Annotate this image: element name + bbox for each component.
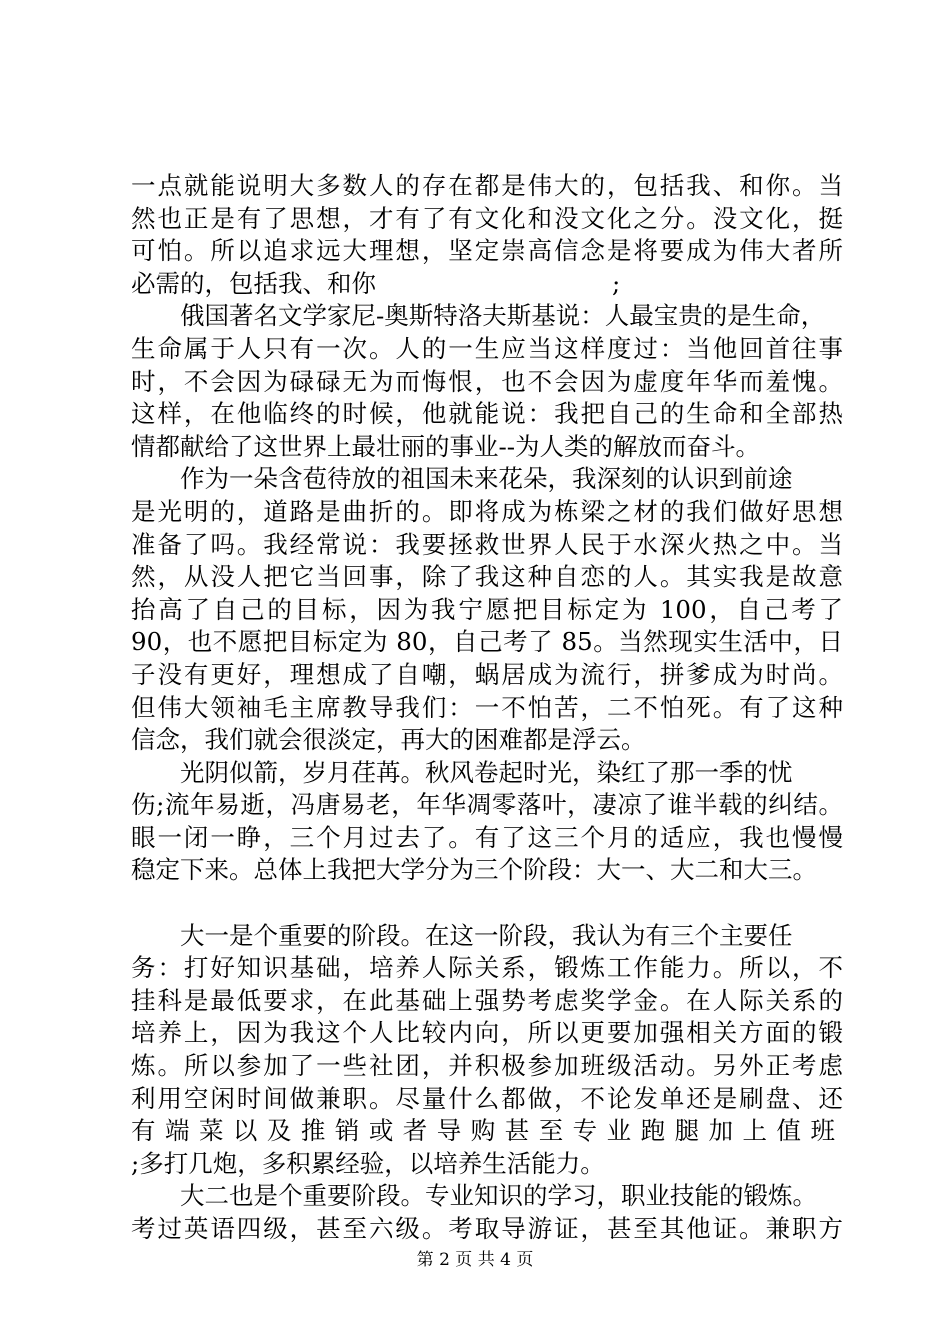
text-line: 作为一朵含苞待放的祖国未来花朵，我深刻的认识到前途 xyxy=(180,464,793,494)
text-line: 利用空闲时间做兼职。尽量什么都做，不论发单还是刷盘、还 xyxy=(131,1083,843,1113)
text-line: 大一是个重要的阶段。在这一阶段，我认为有三个主要任 xyxy=(180,920,793,950)
text-line: 子没有更好，理想成了自嘲，蜗居成为流行，拼爹成为时尚。 xyxy=(131,659,843,689)
text-fragment: 必需的，包括我、和你 xyxy=(131,268,376,298)
text-line: 考过英语四级，甚至六级。考取导游证，甚至其他证。兼职方 xyxy=(131,1214,843,1243)
text-line: 可怕。所以追求远大理想，坚定崇高信念是将要成为伟大者所 xyxy=(131,236,843,266)
text-line: 眼一闭一睁，三个月过去了。有了这三个月的适应，我也慢慢 xyxy=(131,822,843,852)
text-line: 炼。所以参加了一些社团，并积极参加班级活动。另外正考虑 xyxy=(131,1051,843,1081)
text-fragment: ; xyxy=(612,268,621,298)
text-line: 大二也是个重要阶段。专业知识的学习，职业技能的锻炼。 xyxy=(180,1181,817,1211)
text-line: 稳定下来。总体上我把大学分为三个阶段：大一、大二和大三。 xyxy=(131,855,817,885)
text-line: 然，从没人把它当回事，除了我这种自恋的人。其实我是故意 xyxy=(131,562,843,592)
blank-line xyxy=(131,887,843,920)
text-line: 务：打好知识基础，培养人际关系，锻炼工作能力。所以，不 xyxy=(131,953,843,983)
text-line: 然也正是有了思想，才有了有文化和没文化之分。没文化，挺 xyxy=(131,203,843,233)
text-line: 生命属于人只有一次。人的一生应当这样度过：当他回首往事 xyxy=(131,333,843,363)
text-line xyxy=(131,268,843,301)
text-line: 有端菜以及推销或者导购甚至专业跑腿加上值班 xyxy=(131,1116,843,1146)
text-line: ;多打几炮，多积累经验，以培养生活能力。 xyxy=(131,1148,605,1178)
text-line: 时，不会因为碌碌无为而悔恨，也不会因为虚度年华而羞愧。 xyxy=(131,366,843,396)
text-line: 这样，在他临终的时候，他就能说：我把自己的生命和全部热 xyxy=(131,399,843,429)
text-line: 伤;流年易逝，冯唐易老，年华凋零落叶，凄凉了谁半载的纠结。 xyxy=(131,790,843,820)
page-number-label: 第 2 页 共 4 页 xyxy=(416,1250,534,1270)
text-line: 一点就能说明大多数人的存在都是伟大的，包括我、和你。当 xyxy=(131,171,843,200)
text-line: 信念，我们就会很淡定，再大的困难都是浮云。 xyxy=(131,725,646,755)
text-line: 准备了吗。我经常说：我要拯救世界人民于水深火热之中。当 xyxy=(131,529,843,559)
text-line: 抬高了自己的目标，因为我宁愿把目标定为 100，自己考了 xyxy=(131,594,843,624)
text-line: 挂科是最低要求，在此基础上强势考虑奖学金。在人际关系的 xyxy=(131,985,843,1015)
text-line: 90，也不愿把目标定为 80，自己考了 85。当然现实生活中，日 xyxy=(131,627,843,657)
document-body xyxy=(131,170,843,1246)
text-line: 光阴似箭，岁月荏苒。秋风卷起时光，染红了那一季的忧 xyxy=(180,757,793,787)
text-line: 培养上，因为我这个人比较内向，所以更要加强相关方面的锻 xyxy=(131,1018,843,1048)
page-footer xyxy=(0,1245,950,1270)
text-line: 但伟大领袖毛主席教导我们：一不怕苦，二不怕死。有了这种 xyxy=(131,692,843,722)
text-line: 是光明的，道路是曲折的。即将成为栋梁之材的我们做好思想 xyxy=(131,496,843,526)
text-line: 情都献给了这世界上最壮丽的事业--为人类的解放而奋斗。 xyxy=(131,431,761,461)
text-line: 俄国著名文学家尼-奥斯特洛夫斯基说：人最宝贵的是生命， xyxy=(180,301,826,331)
